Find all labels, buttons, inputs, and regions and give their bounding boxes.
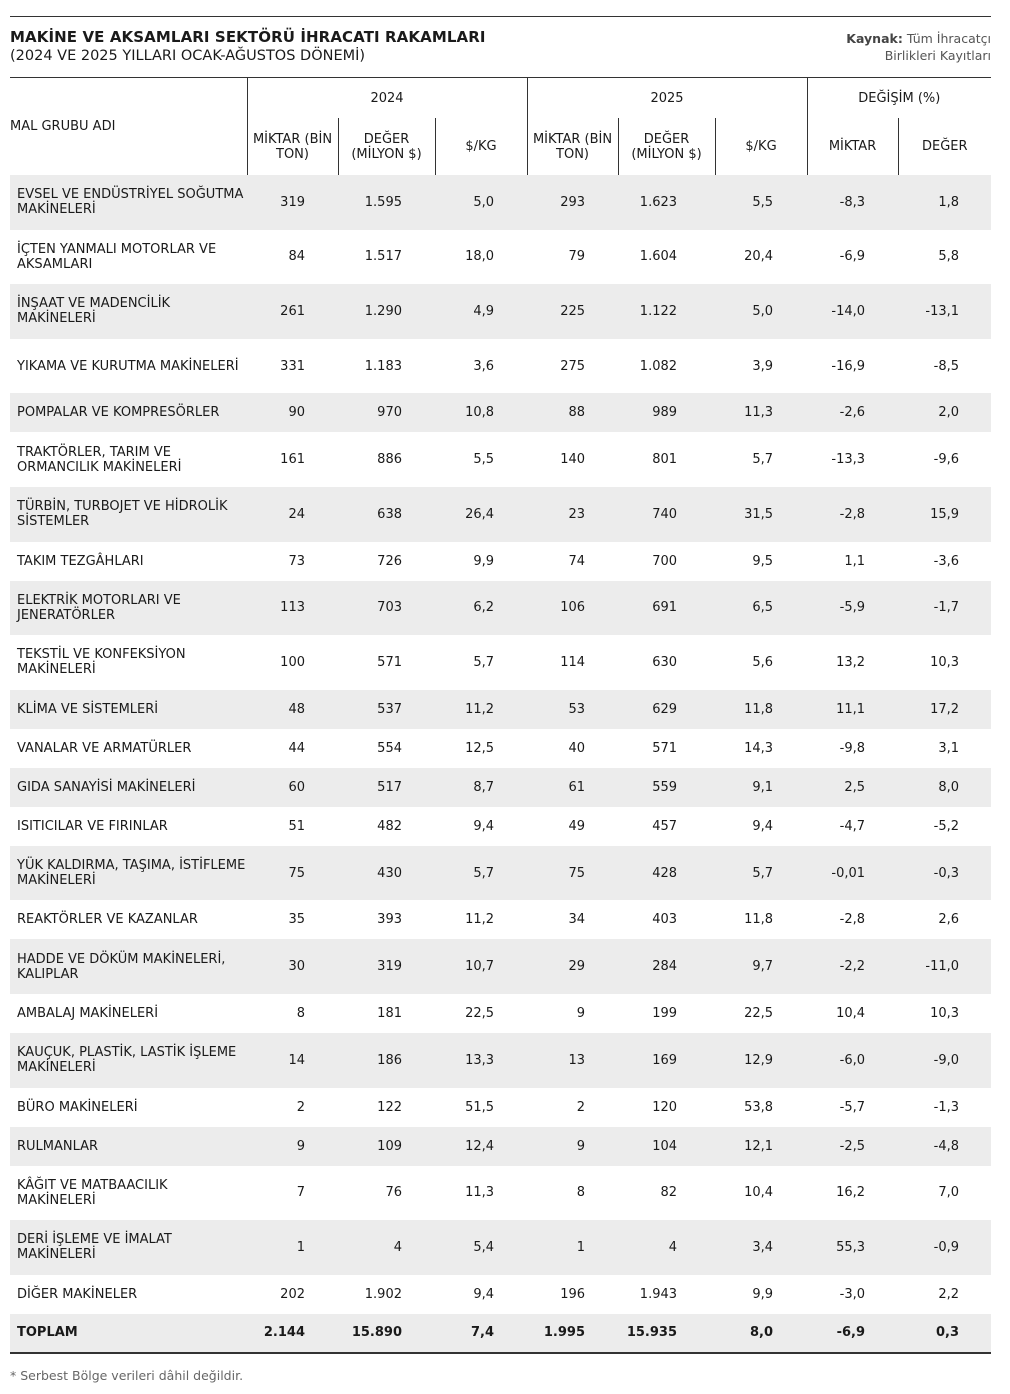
cell-d24: 430 — [338, 846, 435, 901]
cell-cd: 0,3 — [898, 1314, 991, 1353]
cell-d24: 537 — [338, 690, 435, 729]
cell-d25: 989 — [618, 393, 715, 432]
cell-d25: 82 — [660, 1185, 678, 1201]
cell-m25: 8 — [576, 1185, 586, 1201]
cell-m24: 35 — [288, 912, 305, 928]
cell-d24: 638 — [338, 487, 435, 542]
cell-k24: 11,2 — [465, 912, 495, 928]
cell-m24: 7 — [296, 1185, 305, 1201]
cell-d25: 284 — [618, 939, 715, 994]
col-header-change-miktar: MİKTAR — [807, 118, 898, 175]
cell-d25: 691 — [618, 581, 715, 636]
cell-m25: 49 — [568, 818, 586, 834]
col-header-miktar-2025: MİKTAR (BİN TON) — [527, 118, 618, 175]
cell-cd: 7,0 — [938, 1185, 960, 1201]
product-group-name: REAKTÖRLER VE KAZANLAR — [17, 912, 198, 928]
cell-d24: 1.290 — [338, 284, 435, 339]
cell-d25: 403 — [652, 912, 678, 928]
cell-m24: 2 — [296, 1099, 305, 1115]
cell-d24: 15.890 — [338, 1314, 435, 1353]
cell-k24: 51,5 — [465, 1099, 495, 1115]
cell-d25: 428 — [618, 846, 715, 901]
cell-m24: 51 — [288, 818, 305, 834]
product-group-name: POMPALAR VE KOMPRESÖRLER — [10, 393, 247, 432]
cell-k25: 22,5 — [744, 1005, 774, 1021]
cell-k24: 13,3 — [435, 1033, 527, 1088]
cell-m24: 1 — [247, 1220, 338, 1275]
cell-cm: -14,0 — [807, 284, 898, 339]
cell-m25: 40 — [568, 740, 586, 756]
cell-cm: -5,9 — [807, 581, 898, 636]
cell-cd: -9,0 — [898, 1033, 991, 1088]
table-row — [10, 487, 991, 542]
cell-cm: -13,3 — [831, 452, 866, 468]
cell-m24: 75 — [247, 846, 338, 901]
product-group-name: BÜRO MAKİNELERİ — [17, 1099, 138, 1115]
product-group-name: KLİMA VE SİSTEMLERİ — [10, 690, 247, 729]
cell-k24: 9,4 — [473, 818, 495, 834]
product-group-name: TÜRBİN, TURBOJET VE HİDROLİK SİSTEMLER — [10, 487, 247, 542]
cell-k24: 12,4 — [435, 1127, 527, 1166]
cell-m24: 161 — [280, 452, 305, 468]
cell-k25: 12,9 — [715, 1033, 807, 1088]
total-row — [10, 1314, 991, 1353]
cell-d24: 1.902 — [364, 1286, 402, 1302]
col-header-miktar-2024: MİKTAR (BİN TON) — [247, 118, 338, 175]
cell-m25: 140 — [560, 452, 586, 468]
table-row — [10, 1088, 991, 1127]
cell-d25: 1.604 — [639, 249, 678, 265]
page-title: MAKİNE VE AKSAMLARI SEKTÖRÜ İHRACATI RAKAMLARI — [10, 28, 486, 46]
cell-d24: 554 — [377, 740, 402, 756]
col-header-name: MAL GRUBU ADI — [10, 78, 247, 176]
product-group-name: GIDA SANAYİSİ MAKİNELERİ — [10, 768, 247, 807]
cell-k25: 5,5 — [715, 175, 807, 230]
cell-d25: 199 — [652, 1005, 678, 1021]
cell-cm: 1,1 — [844, 553, 866, 569]
cell-k25: 5,7 — [715, 846, 807, 901]
cell-m24: 84 — [288, 249, 305, 265]
cell-d24: 4 — [338, 1220, 435, 1275]
cell-cm: 55,3 — [807, 1220, 898, 1275]
cell-k25: 53,8 — [744, 1099, 774, 1115]
cell-m25: 293 — [527, 175, 618, 230]
col-group-2025: 2025 — [527, 78, 807, 119]
cell-k24: 4,9 — [435, 284, 527, 339]
cell-d24: 76 — [385, 1185, 402, 1201]
cell-d25: 700 — [652, 553, 678, 569]
table-row — [10, 1127, 991, 1166]
cell-d25: 1.122 — [618, 284, 715, 339]
cell-cm: -3,0 — [839, 1286, 866, 1302]
export-table — [10, 77, 991, 1354]
cell-d24: 181 — [377, 1005, 402, 1021]
cell-cm: 13,2 — [836, 654, 866, 670]
cell-k25: 31,5 — [715, 487, 807, 542]
cell-k25: 9,1 — [715, 768, 807, 807]
table-row — [10, 581, 991, 636]
table-row — [10, 807, 991, 846]
cell-m25: 75 — [527, 846, 618, 901]
cell-k24: 5,7 — [435, 846, 527, 901]
cell-d24: 122 — [377, 1099, 402, 1115]
col-header-perkg-2025: $/KG — [715, 118, 807, 175]
cell-k25: 3,4 — [715, 1220, 807, 1275]
col-group-2024: 2024 — [247, 78, 527, 119]
cell-m25: 9 — [527, 1127, 618, 1166]
cell-cd: 1,8 — [898, 175, 991, 230]
cell-d25: 120 — [652, 1099, 678, 1115]
table-row — [10, 1275, 991, 1314]
cell-cm: 2,5 — [807, 768, 898, 807]
table-row — [10, 1220, 991, 1275]
cell-d24: 571 — [377, 654, 402, 670]
cell-k25: 5,0 — [715, 284, 807, 339]
cell-m25: 74 — [568, 553, 586, 569]
cell-m24: 30 — [247, 939, 338, 994]
cell-m25: 2 — [576, 1099, 586, 1115]
cell-cd: -11,0 — [898, 939, 991, 994]
col-header-change-deger: DEĞER — [898, 118, 991, 175]
cell-k25: 9,5 — [752, 553, 774, 569]
cell-cd: -0,9 — [898, 1220, 991, 1275]
cell-d24: 1.595 — [338, 175, 435, 230]
cell-m25: 9 — [576, 1005, 586, 1021]
cell-d25: 559 — [618, 768, 715, 807]
cell-k24: 5,5 — [473, 452, 495, 468]
product-group-name: EVSEL VE ENDÜSTRİYEL SOĞUTMA MAKİNELERİ — [10, 175, 247, 230]
col-header-perkg-2024: $/KG — [435, 118, 527, 175]
cell-cd: 5,8 — [938, 249, 960, 265]
col-header-deger-2025: DEĞER (MİLYON $) — [618, 118, 715, 175]
cell-k24: 3,6 — [473, 358, 495, 374]
table-row — [10, 846, 991, 901]
cell-cm: -6,9 — [807, 1314, 898, 1353]
cell-cd: 15,9 — [898, 487, 991, 542]
cell-d25: 1.623 — [618, 175, 715, 230]
source-line2: Birlikleri Kayıtları — [884, 48, 991, 63]
cell-m24: 319 — [247, 175, 338, 230]
cell-cm: -5,7 — [839, 1099, 866, 1115]
table-row — [10, 393, 991, 432]
cell-m25: 34 — [568, 912, 586, 928]
cell-d25: 1.943 — [639, 1286, 678, 1302]
cell-cd: -0,3 — [898, 846, 991, 901]
cell-d25: 801 — [652, 452, 678, 468]
source-label: Kaynak: — [846, 31, 903, 46]
cell-d25: 630 — [652, 654, 678, 670]
col-group-change: DEĞİŞİM (%) — [807, 78, 991, 119]
table-row — [10, 230, 991, 285]
product-group-name: VANALAR VE ARMATÜRLER — [17, 740, 192, 756]
cell-m24: 100 — [280, 654, 305, 670]
cell-cd: 2,2 — [938, 1286, 960, 1302]
cell-cm: -9,8 — [839, 740, 866, 756]
cell-m24: 14 — [247, 1033, 338, 1088]
product-group-name: KÂĞIT VE MATBAACILIK MAKİNELERİ — [17, 1177, 168, 1208]
product-group-name: ELEKTRİK MOTORLARI VE JENERATÖRLER — [10, 581, 247, 636]
cell-cm: -2,5 — [807, 1127, 898, 1166]
cell-cd: -4,8 — [898, 1127, 991, 1166]
cell-m25: 114 — [560, 654, 586, 670]
cell-k24: 22,5 — [465, 1005, 495, 1021]
cell-m25: 88 — [527, 393, 618, 432]
cell-d24: 1.517 — [364, 249, 402, 265]
product-group-name: TRAKTÖRLER, TARIM VE ORMANCILIK MAKİNELERİ — [17, 444, 182, 475]
table-row — [10, 542, 991, 581]
cell-cm: -2,8 — [807, 487, 898, 542]
cell-k24: 5,0 — [435, 175, 527, 230]
cell-d25: 4 — [618, 1220, 715, 1275]
cell-cm: -2,6 — [807, 393, 898, 432]
cell-m25: 1 — [527, 1220, 618, 1275]
cell-cd: -5,2 — [933, 818, 960, 834]
cell-cm: 10,4 — [836, 1005, 866, 1021]
table-row — [10, 939, 991, 994]
cell-cd: 8,0 — [898, 768, 991, 807]
cell-cd: -1,7 — [898, 581, 991, 636]
cell-d24: 393 — [377, 912, 402, 928]
cell-d24: 970 — [338, 393, 435, 432]
cell-m24: 44 — [288, 740, 305, 756]
cell-m25: 53 — [527, 690, 618, 729]
cell-m25: 106 — [527, 581, 618, 636]
cell-cm: -6,0 — [807, 1033, 898, 1088]
cell-m25: 13 — [527, 1033, 618, 1088]
cell-cm: -4,7 — [839, 818, 866, 834]
table-row — [10, 1166, 991, 1221]
cell-k24: 10,7 — [435, 939, 527, 994]
cell-k25: 9,9 — [752, 1286, 774, 1302]
cell-m25: 196 — [560, 1286, 586, 1302]
cell-d24: 726 — [377, 553, 402, 569]
cell-k25: 9,7 — [715, 939, 807, 994]
cell-k25: 6,5 — [715, 581, 807, 636]
product-group-name: TAKIM TEZGÂHLARI — [17, 553, 144, 569]
cell-k25: 5,7 — [752, 452, 774, 468]
cell-d25: 740 — [618, 487, 715, 542]
product-group-name: YIKAMA VE KURUTMA MAKİNELERİ — [17, 358, 239, 374]
product-group-name: RULMANLAR — [10, 1127, 247, 1166]
table-body — [10, 175, 991, 1353]
cell-k25: 8,0 — [715, 1314, 807, 1353]
cell-cm: -2,8 — [839, 912, 866, 928]
cell-cm: -0,01 — [807, 846, 898, 901]
cell-cm: -16,9 — [831, 358, 866, 374]
cell-cd: -9,6 — [933, 452, 960, 468]
cell-k24: 11,2 — [435, 690, 527, 729]
cell-d25: 457 — [652, 818, 678, 834]
cell-cm: -6,9 — [839, 249, 866, 265]
cell-d24: 319 — [338, 939, 435, 994]
product-group-name: ISITICILAR VE FIRINLAR — [17, 818, 168, 834]
cell-k25: 10,4 — [744, 1185, 774, 1201]
cell-d24: 886 — [377, 452, 402, 468]
cell-d24: 703 — [338, 581, 435, 636]
cell-k24: 7,4 — [435, 1314, 527, 1353]
cell-k25: 20,4 — [744, 249, 774, 265]
cell-m25: 225 — [527, 284, 618, 339]
cell-cd: 17,2 — [898, 690, 991, 729]
cell-cd: -8,5 — [933, 358, 960, 374]
table-row — [10, 175, 991, 230]
cell-cm: 11,1 — [807, 690, 898, 729]
cell-k24: 12,5 — [465, 740, 495, 756]
cell-k25: 5,6 — [752, 654, 774, 670]
cell-d25: 169 — [618, 1033, 715, 1088]
cell-d24: 517 — [338, 768, 435, 807]
cell-d25: 15.935 — [618, 1314, 715, 1353]
table-row — [10, 729, 991, 768]
cell-d24: 482 — [377, 818, 402, 834]
cell-m24: 90 — [247, 393, 338, 432]
cell-d25: 104 — [618, 1127, 715, 1166]
cell-cm: -8,3 — [807, 175, 898, 230]
cell-d25: 571 — [652, 740, 678, 756]
cell-m24: 73 — [288, 553, 305, 569]
product-group-name: İÇTEN YANMALI MOTORLAR VE AKSAMLARI — [17, 241, 217, 272]
cell-cm: 16,2 — [836, 1185, 866, 1201]
cell-m25: 23 — [527, 487, 618, 542]
cell-k24: 11,3 — [465, 1185, 495, 1201]
cell-k24: 26,4 — [435, 487, 527, 542]
cell-k25: 12,1 — [715, 1127, 807, 1166]
cell-m25: 275 — [560, 358, 586, 374]
cell-cd: 2,0 — [898, 393, 991, 432]
cell-k24: 5,4 — [435, 1220, 527, 1275]
cell-m25: 79 — [568, 249, 586, 265]
cell-k24: 18,0 — [465, 249, 495, 265]
cell-cd: 3,1 — [938, 740, 960, 756]
cell-d25: 1.082 — [639, 358, 678, 374]
cell-m25: 1.995 — [527, 1314, 618, 1353]
page-subtitle: (2024 VE 2025 YILLARI OCAK-AĞUSTOS DÖNEMİ) — [10, 48, 366, 64]
cell-m24: 202 — [280, 1286, 305, 1302]
cell-m25: 29 — [527, 939, 618, 994]
cell-m24: 331 — [280, 358, 305, 374]
cell-k24: 8,7 — [435, 768, 527, 807]
cell-d24: 1.183 — [364, 358, 402, 374]
table-row — [10, 1033, 991, 1088]
cell-cd: 10,3 — [930, 1005, 960, 1021]
product-group-name: DERİ İŞLEME VE İMALAT MAKİNELERİ — [10, 1220, 247, 1275]
cell-k25: 11,8 — [744, 912, 774, 928]
cell-k24: 5,7 — [473, 654, 495, 670]
cell-m24: 261 — [247, 284, 338, 339]
top-rule — [10, 16, 991, 17]
cell-cd: -13,1 — [898, 284, 991, 339]
product-group-name: AMBALAJ MAKİNELERİ — [17, 1005, 159, 1021]
product-group-name: DİĞER MAKİNELER — [17, 1286, 138, 1302]
cell-k25: 11,3 — [715, 393, 807, 432]
cell-k24: 6,2 — [435, 581, 527, 636]
product-group-name: İNŞAAT VE MADENCİLİK MAKİNELERİ — [10, 284, 247, 339]
cell-m24: 60 — [247, 768, 338, 807]
cell-d25: 629 — [618, 690, 715, 729]
table-row — [10, 900, 991, 939]
cell-d24: 109 — [338, 1127, 435, 1166]
table-row — [10, 768, 991, 807]
product-group-name: TEKSTİL VE KONFEKSİYON MAKİNELERİ — [17, 647, 186, 678]
source-note — [846, 30, 991, 64]
cell-m24: 9 — [247, 1127, 338, 1166]
cell-cd: 10,3 — [930, 654, 960, 670]
cell-m24: 2.144 — [247, 1314, 338, 1353]
cell-k24: 10,8 — [435, 393, 527, 432]
product-group-name: KAUÇUK, PLASTİK, LASTİK İŞLEME MAKİNELERİ — [10, 1033, 247, 1088]
cell-k25: 14,3 — [744, 740, 774, 756]
table-row — [10, 432, 991, 487]
cell-k25: 11,8 — [715, 690, 807, 729]
table-row — [10, 635, 991, 690]
cell-k24: 9,9 — [473, 553, 495, 569]
cell-m24: 48 — [247, 690, 338, 729]
footnote: * Serbest Bölge verileri dâhil değildir. — [10, 1368, 244, 1383]
cell-m24: 113 — [247, 581, 338, 636]
table-row — [10, 690, 991, 729]
cell-d24: 186 — [338, 1033, 435, 1088]
cell-m25: 61 — [527, 768, 618, 807]
source-line1: Tüm İhracatçı — [906, 31, 991, 46]
cell-cd: -1,3 — [933, 1099, 960, 1115]
cell-m24: 24 — [247, 487, 338, 542]
cell-m24: 8 — [296, 1005, 305, 1021]
product-group-name: HADDE VE DÖKÜM MAKİNELERİ, KALIPLAR — [10, 939, 247, 994]
total-label: TOPLAM — [10, 1314, 247, 1353]
cell-k25: 9,4 — [752, 818, 774, 834]
table-row — [10, 994, 991, 1033]
cell-k25: 3,9 — [752, 358, 774, 374]
cell-cm: -2,2 — [807, 939, 898, 994]
cell-cd: 2,6 — [938, 912, 960, 928]
col-header-deger-2024: DEĞER (MİLYON $) — [338, 118, 435, 175]
product-group-name: YÜK KALDIRMA, TAŞIMA, İSTİFLEME MAKİNELERİ — [10, 846, 247, 901]
cell-k24: 9,4 — [473, 1286, 495, 1302]
cell-cd: -3,6 — [933, 553, 960, 569]
table-row — [10, 284, 991, 339]
table-row — [10, 339, 991, 394]
